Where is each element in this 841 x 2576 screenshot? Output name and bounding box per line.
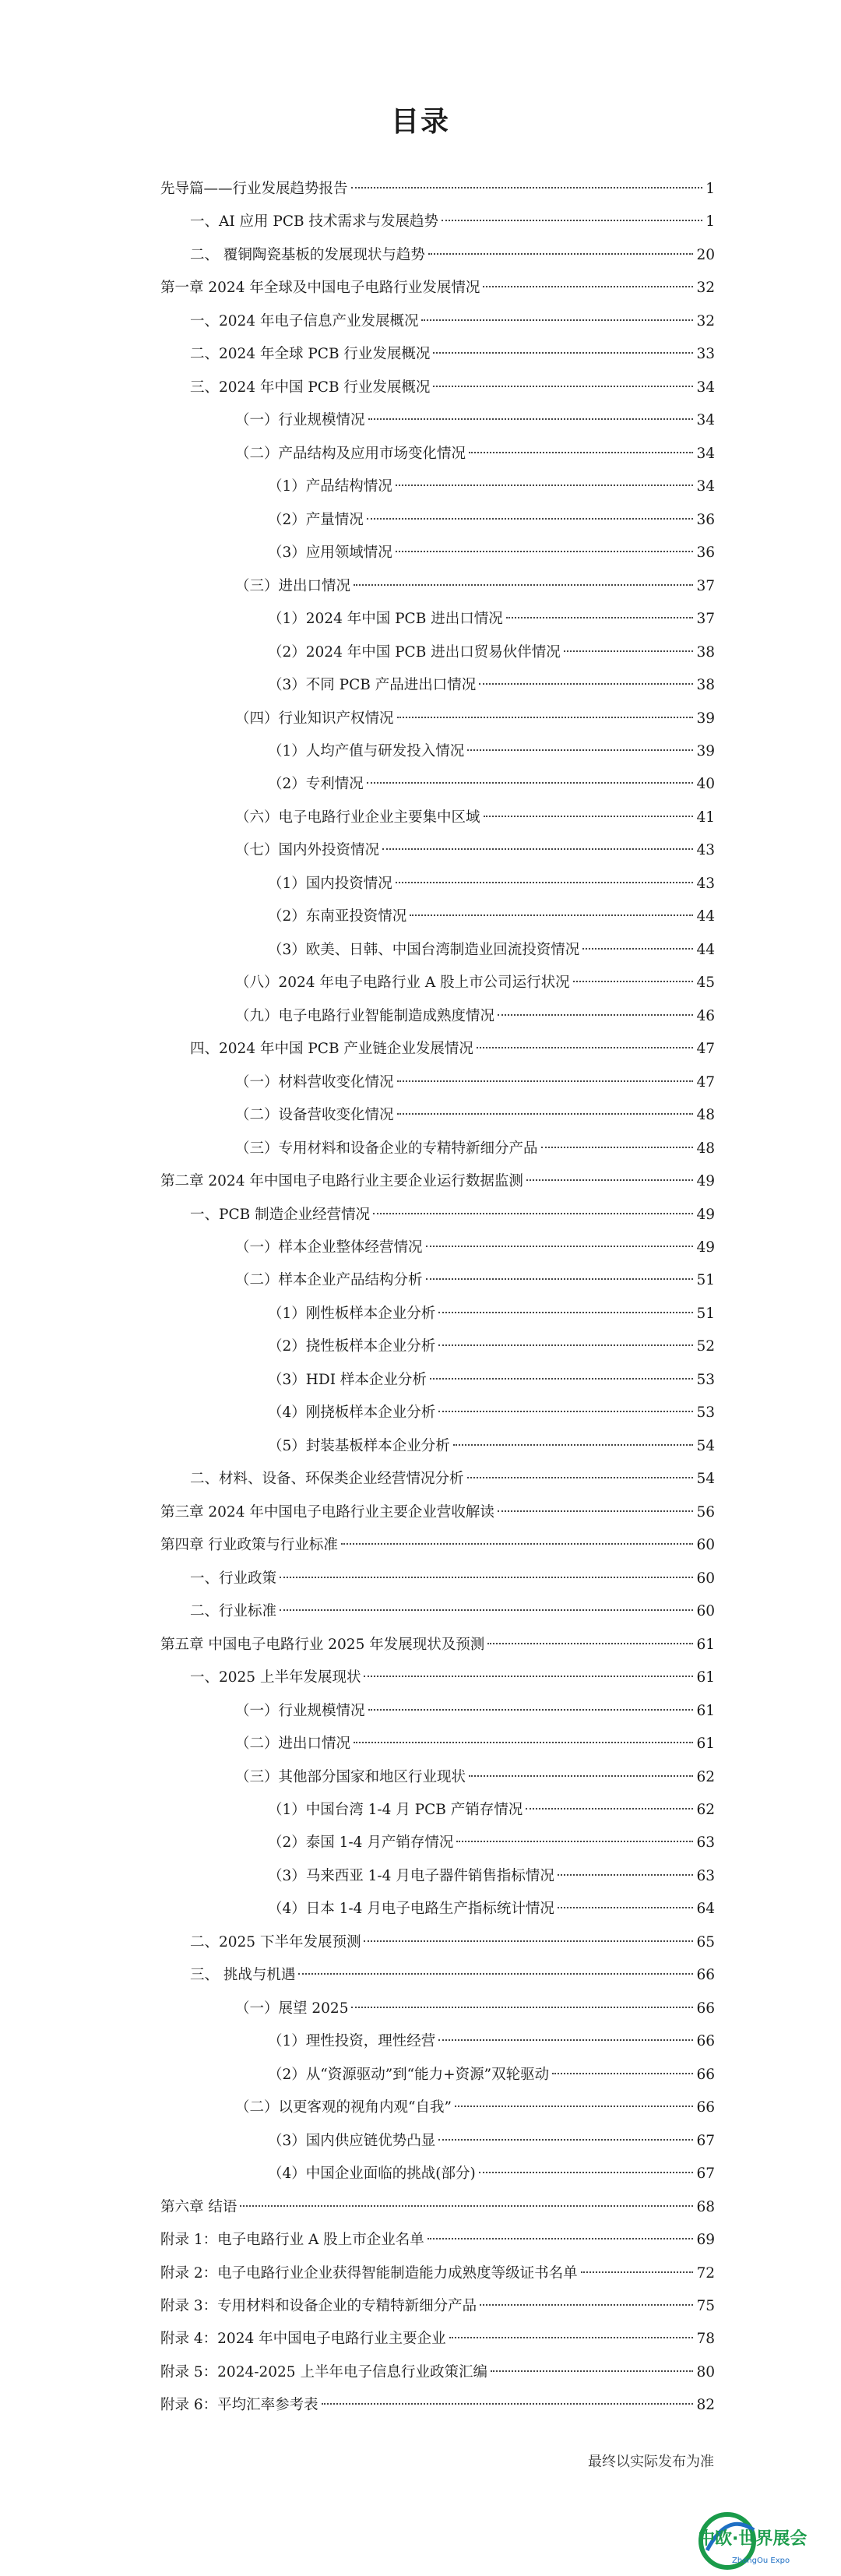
- toc-entry[interactable]: [160, 1860, 715, 1893]
- toc-leader-dots: [480, 2304, 693, 2306]
- toc-entry[interactable]: [160, 173, 715, 206]
- toc-page-number: 37: [696, 611, 715, 628]
- toc-leader-dots: [426, 1278, 694, 1280]
- toc-entry-title: （1）2024 年中国 PCB 进出口情况: [268, 611, 503, 628]
- toc-entry-title: 二、2025 下半年发展预测: [190, 1933, 361, 1951]
- toc-page-number: 41: [696, 809, 715, 826]
- toc-entry-title: （二）产品结构及应用市场变化情况: [235, 445, 466, 462]
- toc-entry[interactable]: [160, 470, 715, 503]
- toc-entry-title: （1）国内投资情况: [268, 875, 392, 892]
- toc-page-number: 44: [696, 941, 715, 958]
- toc-entry[interactable]: [160, 1959, 715, 1992]
- toc-leader-dots: [526, 1179, 694, 1181]
- toc-entry-title: （一）材料营收变化情况: [235, 1073, 394, 1091]
- toc-page-number: 39: [696, 710, 715, 727]
- toc-entry-title: （1）刚性板样本企业分析: [268, 1305, 436, 1322]
- toc-entry[interactable]: [160, 2125, 715, 2158]
- toc-page-number: 52: [696, 1338, 715, 1355]
- toc-entry-title: （七）国内外投资情况: [235, 842, 380, 859]
- toc-entry-title: （四）行业知识产权情况: [235, 710, 394, 727]
- toc-page-number: 34: [696, 445, 715, 462]
- toc-page-number: 61: [696, 1702, 715, 1719]
- toc-entry[interactable]: [160, 669, 715, 702]
- toc-entry[interactable]: [160, 1827, 715, 1859]
- toc-leader-dots: [396, 551, 694, 552]
- toc-page-number: 65: [696, 1933, 715, 1951]
- toc-entry-title: 三、2024 年中国 PCB 行业发展概况: [190, 379, 431, 396]
- toc-entry[interactable]: [160, 967, 715, 999]
- toc-entry-title: （2）专利情况: [268, 776, 364, 793]
- toc-leader-dots: [368, 1709, 694, 1711]
- toc-entry[interactable]: [160, 1595, 715, 1628]
- toc-entry[interactable]: [160, 934, 715, 967]
- toc-leader-dots: [280, 1577, 693, 1578]
- toc-entry[interactable]: [160, 636, 715, 669]
- toc-entry[interactable]: [160, 305, 715, 338]
- toc-entry[interactable]: [160, 1695, 715, 1728]
- toc-page-number: 1: [706, 213, 715, 231]
- toc-page-number: 43: [696, 875, 715, 892]
- toc-entry-title: 二、材料、设备、环保类企业经营情况分析: [190, 1471, 464, 1488]
- toc-leader-dots: [442, 220, 702, 221]
- toc-entry[interactable]: [160, 1629, 715, 1662]
- toc-page-number: 36: [696, 511, 715, 528]
- toc-entry[interactable]: [160, 206, 715, 238]
- toc-leader-dots: [564, 650, 694, 652]
- toc-entry-title: （三）其他部分国家和地区行业现状: [235, 1768, 466, 1785]
- toc-entry-title: 一、2025 上半年发展现状: [190, 1669, 361, 1686]
- toc-entry[interactable]: [160, 1993, 715, 2025]
- toc-leader-dots: [341, 1543, 694, 1545]
- toc-leader-dots: [558, 1907, 694, 1908]
- toc-entry[interactable]: [160, 1893, 715, 1926]
- toc-page-number: 51: [696, 1272, 715, 1289]
- toc-page-number: 48: [696, 1107, 715, 1124]
- toc-page-number: 36: [696, 544, 715, 562]
- toc-entry[interactable]: [160, 1563, 715, 1595]
- toc-page-number: 38: [696, 643, 715, 661]
- toc-entry[interactable]: [160, 1264, 715, 1297]
- toc-leader-dots: [467, 1477, 694, 1478]
- toc-entry-title: 第五章 中国电子电路行业 2025 年发展现状及预测: [160, 1636, 485, 1653]
- toc-leader-dots: [483, 286, 693, 287]
- toc-entry-title: 附录 5：2024-2025 上半年电子信息行业政策汇编: [160, 2363, 487, 2380]
- toc-entry-title: （1）人均产值与研发投入情况: [268, 742, 465, 759]
- toc-page-number: 61: [696, 1669, 715, 1686]
- toc-leader-dots: [397, 1113, 694, 1115]
- toc-leader-dots: [506, 617, 694, 618]
- toc-entry-title: （4）中国企业面临的挑战(部分): [268, 2165, 476, 2183]
- toc-entry-title: （一）行业规模情况: [235, 412, 365, 429]
- toc-entry[interactable]: [160, 1463, 715, 1496]
- toc-page-number: 60: [696, 1570, 715, 1587]
- toc-leader-dots: [382, 848, 693, 850]
- toc-entry-title: 第四章 行业政策与行业标准: [160, 1537, 338, 1554]
- toc-leader-dots: [280, 1609, 693, 1611]
- toc-leader-dots: [397, 717, 694, 718]
- toc-leader-dots: [240, 2205, 693, 2207]
- toc-entry[interactable]: [160, 603, 715, 636]
- toc-leader-dots: [438, 1312, 693, 1313]
- toc-page-number: 40: [696, 776, 715, 793]
- toc-entry-title: 一、2024 年电子信息产业发展概况: [190, 312, 419, 329]
- toc-entry[interactable]: [160, 1133, 715, 1165]
- toc-leader-dots: [453, 1444, 694, 1446]
- toc-entry[interactable]: [160, 372, 715, 404]
- toc-page-number: 60: [696, 1603, 715, 1620]
- toc-entry-title: （二）以更客观的视角内观“自我”: [235, 2099, 452, 2116]
- toc-leader-dots: [428, 2238, 694, 2239]
- toc-entry-title: （3）马来西亚 1-4 月电子器件销售指标情况: [268, 1867, 554, 1884]
- toc-entry-title: （九）电子电路行业智能制造成熟度情况: [235, 1007, 495, 1024]
- toc-page-number: 63: [696, 1867, 715, 1884]
- toc-page-number: 82: [696, 2397, 715, 2414]
- toc-entry-title: （2）挠性板样本企业分析: [268, 1338, 436, 1355]
- toc-entry[interactable]: [160, 2224, 715, 2257]
- toc-page-number: 20: [696, 246, 715, 263]
- toc-entry-title: 第二章 2024 年中国电子电路行业主要企业运行数据监测: [160, 1173, 523, 1190]
- toc-entry-title: 先导篇——行业发展趋势报告: [160, 181, 348, 197]
- toc-entry[interactable]: [160, 1066, 715, 1099]
- toc-leader-dots: [438, 2039, 693, 2041]
- toc-entry[interactable]: [160, 1330, 715, 1363]
- toc-entry[interactable]: [160, 1926, 715, 1959]
- toc-entry[interactable]: [160, 2389, 715, 2422]
- toc-leader-dots: [430, 1378, 694, 1380]
- toc-page-number: 54: [696, 1471, 715, 1488]
- toc-leader-dots: [373, 1213, 693, 1214]
- table-of-contents: [160, 173, 715, 2423]
- toc-page-number: 75: [696, 2298, 715, 2314]
- toc-entry-title: 一、AI 应用 PCB 技术需求与发展趋势: [190, 213, 439, 231]
- toc-page-number: 39: [696, 742, 715, 759]
- toc-page-number: 53: [696, 1404, 715, 1422]
- toc-leader-dots: [426, 1246, 694, 1247]
- toc-entry[interactable]: [160, 1364, 715, 1397]
- toc-entry[interactable]: [160, 2025, 715, 2058]
- toc-entry-title: （2）从“资源驱动”到“能力+资源”双轮驱动: [268, 2066, 550, 2083]
- toc-entry-title: （4）日本 1-4 月电子电路生产指标统计情况: [268, 1901, 554, 1918]
- toc-page-number: 64: [696, 1901, 715, 1918]
- toc-page-number: 61: [696, 1736, 715, 1753]
- toc-entry-title: （3）欧美、日韩、中国台湾制造业回流投资情况: [268, 941, 580, 958]
- toc-page-number: 48: [696, 1140, 715, 1157]
- brand-logo: [684, 2496, 839, 2573]
- toc-leader-dots: [298, 1973, 693, 1975]
- page-title: 目录: [390, 106, 450, 138]
- toc-leader-dots: [467, 749, 693, 751]
- toc-entry-title: （3）国内供应链优势凸显: [268, 2132, 436, 2149]
- toc-page-number: 67: [696, 2165, 715, 2183]
- toc-leader-dots: [469, 1775, 693, 1777]
- toc-page-number: 62: [696, 1801, 715, 1818]
- toc-entry-title: 第六章 结语: [160, 2198, 238, 2215]
- toc-entry-title: （三）进出口情况: [235, 577, 351, 594]
- toc-entry[interactable]: [160, 2323, 715, 2356]
- toc-page-number: 61: [696, 1636, 715, 1653]
- toc-entry[interactable]: [160, 802, 715, 834]
- toc-page-number: 44: [696, 908, 715, 925]
- toc-page-number: 60: [696, 1537, 715, 1554]
- toc-entry[interactable]: [160, 2059, 715, 2091]
- toc-entry[interactable]: [160, 504, 715, 537]
- toc-page-number: 68: [696, 2198, 715, 2215]
- toc-entry-title: （二）进出口情况: [235, 1736, 351, 1753]
- toc-entry[interactable]: [160, 1662, 715, 1694]
- toc-leader-dots: [491, 2370, 694, 2372]
- toc-entry-title: （5）封装基板样本企业分析: [268, 1437, 450, 1454]
- toc-page-number: 66: [696, 1967, 715, 1984]
- toc-leader-dots: [455, 2106, 694, 2107]
- toc-entry[interactable]: [160, 1199, 715, 1232]
- toc-entry[interactable]: [160, 1298, 715, 1330]
- toc-page-number: 45: [696, 974, 715, 992]
- toc-leader-dots: [368, 418, 694, 420]
- toc-entry-title: （一）行业规模情况: [235, 1702, 365, 1719]
- toc-entry-title: （六）电子电路行业企业主要集中区域: [235, 809, 480, 826]
- toc-leader-dots: [526, 1808, 693, 1810]
- toc-page-number: 47: [696, 1041, 715, 1058]
- toc-page-number: 38: [696, 677, 715, 694]
- toc-page-number: 34: [696, 379, 715, 396]
- toc-entry-title: 第三章 2024 年中国电子电路行业主要企业营收解读: [160, 1503, 494, 1521]
- toc-page-number: 66: [696, 2033, 715, 2050]
- toc-leader-dots: [433, 386, 693, 387]
- toc-leader-dots: [421, 319, 693, 321]
- toc-leader-dots: [351, 2007, 693, 2008]
- toc-entry-title: 第一章 2024 年全球及中国电子电路行业发展情况: [160, 280, 480, 297]
- toc-page-number: 46: [696, 1007, 715, 1024]
- toc-leader-dots: [469, 452, 693, 453]
- toc-entry[interactable]: [160, 2091, 715, 2124]
- toc-leader-dots: [364, 1676, 693, 1677]
- toc-entry-title: 一、行业政策: [190, 1570, 277, 1587]
- toc-entry-title: 三、 挑战与机遇: [190, 1967, 296, 1984]
- toc-page-number: 49: [696, 1173, 715, 1190]
- toc-leader-dots: [433, 352, 693, 354]
- toc-leader-dots: [354, 584, 693, 586]
- toc-leader-dots: [479, 683, 693, 685]
- toc-leader-dots: [449, 2337, 694, 2338]
- toc-page-number: 78: [696, 2331, 715, 2348]
- toc-page-number: 34: [696, 412, 715, 429]
- toc-page-number: 33: [696, 346, 715, 363]
- toc-entry-title: （3）HDI 样本企业分析: [268, 1371, 427, 1388]
- toc-entry[interactable]: [160, 900, 715, 933]
- toc-leader-dots: [438, 1411, 693, 1412]
- toc-leader-dots: [438, 1344, 693, 1346]
- toc-entry[interactable]: [160, 2257, 715, 2290]
- toc-entry[interactable]: [160, 703, 715, 735]
- toc-entry-title: （二）设备营收变化情况: [235, 1107, 394, 1124]
- toc-entry-title: 二、行业标准: [190, 1603, 277, 1620]
- toc-page-number: 80: [696, 2363, 715, 2380]
- toc-entry[interactable]: [160, 1033, 715, 1066]
- toc-entry[interactable]: [160, 239, 715, 272]
- toc-entry-title: （八）2024 年电子电路行业 A 股上市公司运行状况: [235, 974, 570, 992]
- toc-page-number: 62: [696, 1768, 715, 1785]
- toc-page-number: 51: [696, 1305, 715, 1322]
- logo-subtext: ZhongOu Expo: [732, 2557, 790, 2565]
- toc-page-number: 69: [696, 2232, 715, 2249]
- toc-entry-title: （2）2024 年中国 PCB 进出口贸易伙伴情况: [268, 643, 561, 661]
- toc-leader-dots: [410, 914, 693, 916]
- toc-leader-dots: [541, 1147, 694, 1148]
- toc-entry-title: （2）泰国 1-4 月产销存情况: [268, 1834, 454, 1852]
- toc-entry-title: （3）不同 PCB 产品进出口情况: [268, 677, 477, 694]
- toc-entry[interactable]: [160, 1397, 715, 1429]
- toc-leader-dots: [354, 1742, 693, 1743]
- toc-leader-dots: [558, 1874, 694, 1876]
- toc-entry-title: 附录 6：平均汇率参考表: [160, 2397, 318, 2414]
- toc-leader-dots: [498, 1014, 693, 1016]
- toc-page-number: 34: [696, 478, 715, 495]
- toc-leader-dots: [438, 2139, 693, 2141]
- toc-leader-dots: [322, 2403, 694, 2405]
- toc-leader-dots: [477, 1047, 694, 1048]
- toc-entry[interactable]: [160, 2191, 715, 2224]
- toc-entry[interactable]: [160, 2356, 715, 2389]
- toc-leader-dots: [396, 485, 694, 486]
- toc-entry-title: 二、 覆铜陶瓷基板的发展现状与趋势: [190, 246, 425, 263]
- toc-entry[interactable]: [160, 404, 715, 437]
- toc-entry-title: 附录 2：电子电路行业企业获得智能制造能力成熟度等级证书名单: [160, 2264, 578, 2282]
- toc-leader-dots: [397, 1080, 694, 1082]
- toc-page-number: 32: [696, 280, 715, 297]
- toc-entry[interactable]: [160, 537, 715, 569]
- toc-entry-title: 四、2024 年中国 PCB 产业链企业发展情况: [190, 1041, 473, 1058]
- toc-page-number: 53: [696, 1371, 715, 1388]
- toc-entry-title: （2）东南亚投资情况: [268, 908, 407, 925]
- toc-entry[interactable]: [160, 2158, 715, 2190]
- toc-entry[interactable]: [160, 768, 715, 801]
- toc-leader-dots: [364, 1940, 693, 1942]
- toc-entry-title: （三）专用材料和设备企业的专精特新细分产品: [235, 1140, 538, 1157]
- toc-entry-title: （2）产量情况: [268, 511, 364, 528]
- toc-entry[interactable]: [160, 2290, 715, 2323]
- toc-page-number: 56: [696, 1503, 715, 1521]
- toc-entry[interactable]: [160, 834, 715, 867]
- toc-entry-title: （1）理性投资，理性经营: [268, 2033, 436, 2050]
- toc-entry[interactable]: [160, 1761, 715, 1794]
- toc-leader-dots: [456, 1841, 693, 1842]
- toc-page-number: 1: [706, 181, 715, 197]
- toc-entry-title: 附录 3：专用材料和设备企业的专精特新细分产品: [160, 2298, 477, 2314]
- toc-leader-dots: [498, 1510, 694, 1512]
- footer-note: 最终以实际发布为准: [588, 2454, 714, 2470]
- toc-leader-dots: [552, 2073, 693, 2074]
- toc-entry-title: （1）中国台湾 1-4 月 PCB 产销存情况: [268, 1801, 523, 1818]
- toc-entry-title: （一）样本企业整体经营情况: [235, 1239, 423, 1256]
- toc-leader-dots: [487, 1643, 693, 1644]
- toc-page-number: 66: [696, 2099, 715, 2116]
- toc-entry-title: （3）应用领域情况: [268, 544, 392, 562]
- toc-entry-title: 附录 1：电子电路行业 A 股上市企业名单: [160, 2232, 424, 2249]
- toc-page-number: 66: [696, 2000, 715, 2017]
- toc-entry[interactable]: [160, 272, 715, 305]
- toc-leader-dots: [573, 981, 694, 982]
- toc-page-number: 49: [696, 1239, 715, 1256]
- toc-leader-dots: [484, 816, 694, 817]
- toc-leader-dots: [581, 2271, 694, 2273]
- toc-entry[interactable]: [160, 1496, 715, 1529]
- toc-entry[interactable]: [160, 1099, 715, 1132]
- toc-leader-dots: [396, 882, 694, 883]
- toc-entry[interactable]: [160, 1165, 715, 1198]
- toc-entry-title: 二、2024 年全球 PCB 行业发展概况: [190, 346, 431, 363]
- toc-entry-title: （二）样本企业产品结构分析: [235, 1272, 423, 1289]
- toc-entry-title: （一）展望 2025: [235, 2000, 349, 2017]
- toc-leader-dots: [367, 782, 694, 784]
- toc-page-number: 54: [696, 1437, 715, 1454]
- logo-text: 中欧·世界展会: [698, 2529, 808, 2549]
- toc-entry-title: （4）刚挠板样本企业分析: [268, 1404, 436, 1422]
- toc-entry[interactable]: [160, 438, 715, 470]
- toc-entry[interactable]: [160, 1232, 715, 1264]
- toc-page-number: 37: [696, 577, 715, 594]
- toc-page-number: 47: [696, 1073, 715, 1091]
- toc-leader-dots: [367, 518, 694, 520]
- toc-entry[interactable]: [160, 570, 715, 603]
- toc-page-number: 63: [696, 1834, 715, 1852]
- toc-leader-dots: [479, 2172, 694, 2173]
- toc-entry[interactable]: [160, 1794, 715, 1827]
- toc-page-number: 49: [696, 1206, 715, 1223]
- toc-page-number: 72: [696, 2264, 715, 2282]
- toc-page-number: 32: [696, 312, 715, 329]
- toc-entry[interactable]: [160, 1000, 715, 1033]
- toc-entry[interactable]: [160, 735, 715, 768]
- toc-leader-dots: [428, 253, 694, 255]
- toc-page-number: 43: [696, 842, 715, 859]
- toc-entry[interactable]: [160, 1728, 715, 1760]
- toc-entry[interactable]: [160, 1430, 715, 1463]
- toc-entry[interactable]: [160, 1529, 715, 1562]
- toc-entry[interactable]: [160, 868, 715, 900]
- toc-entry-title: （1）产品结构情况: [268, 478, 392, 495]
- toc-page-number: 67: [696, 2132, 715, 2149]
- toc-entry-title: 附录 4：2024 年中国电子电路行业主要企业: [160, 2331, 446, 2348]
- toc-leader-dots: [351, 187, 703, 189]
- toc-page-number: 66: [696, 2066, 715, 2083]
- toc-entry[interactable]: [160, 338, 715, 371]
- toc-entry-title: 一、PCB 制造企业经营情况: [190, 1206, 371, 1223]
- toc-leader-dots: [582, 948, 693, 950]
